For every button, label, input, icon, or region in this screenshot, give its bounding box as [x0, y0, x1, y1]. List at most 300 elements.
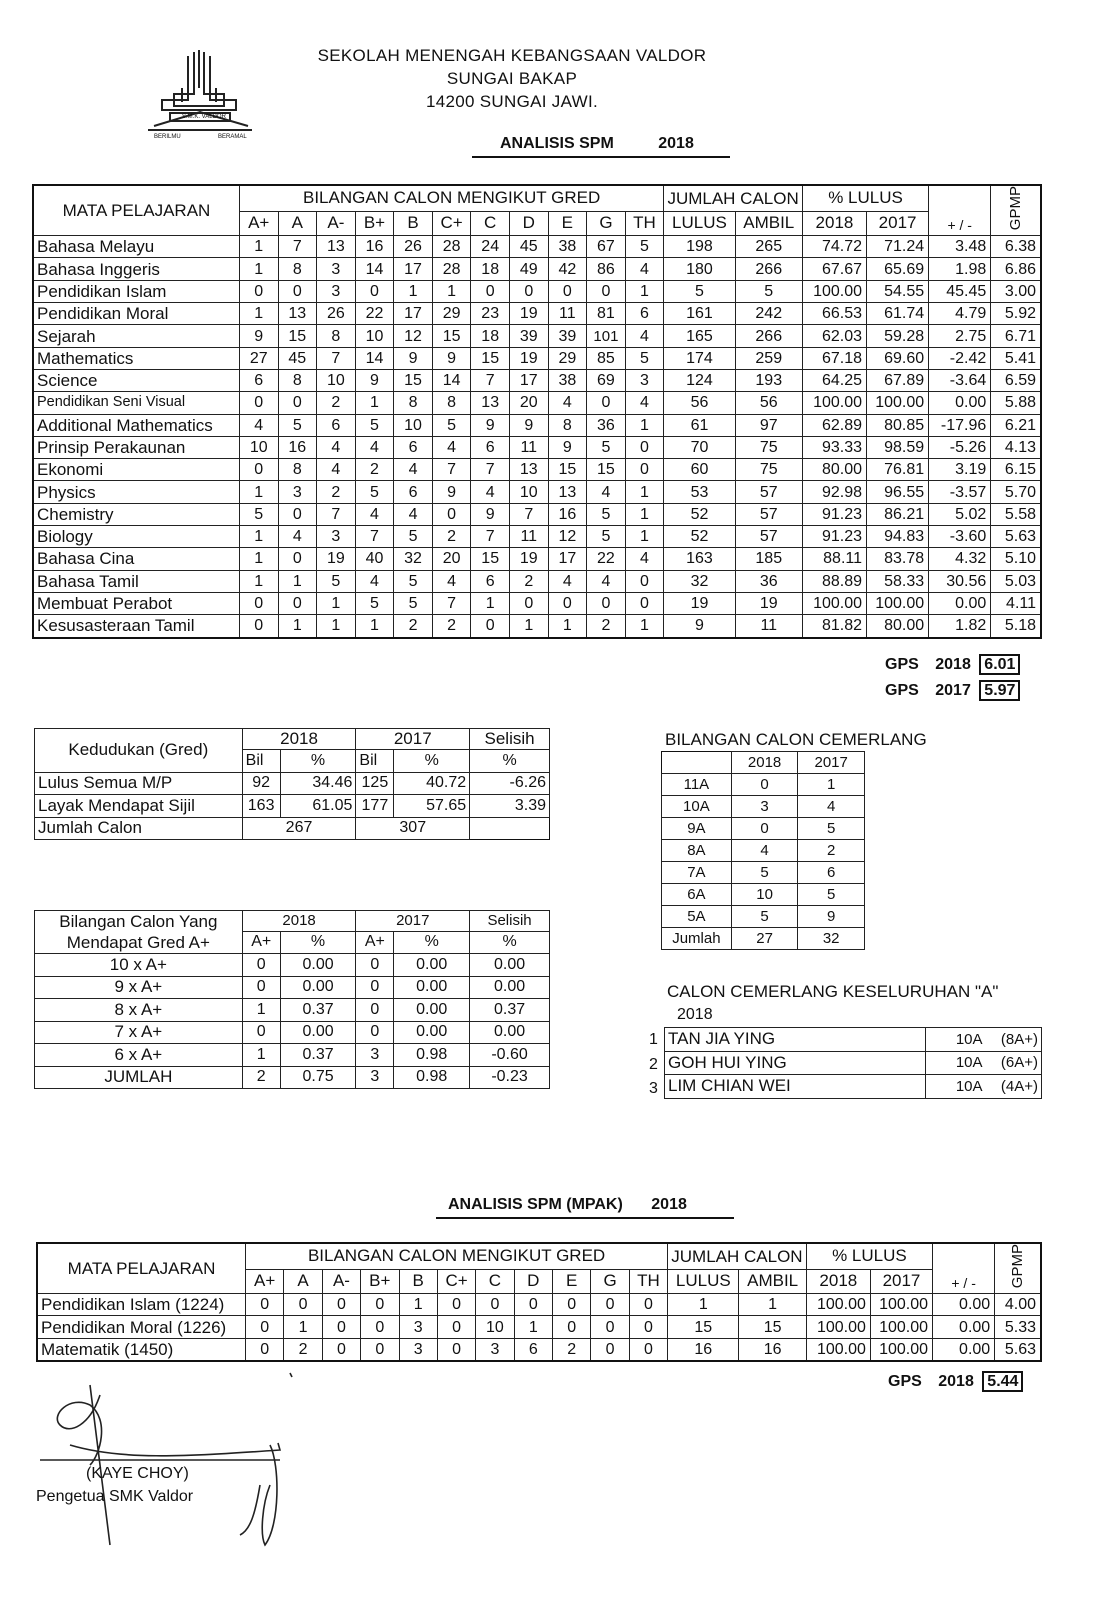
header-grade-9: G: [587, 211, 626, 236]
subject-grade-count: 101: [587, 325, 626, 347]
subject-grade-count: 4: [548, 392, 587, 414]
subject-grade-count: 4: [625, 548, 664, 570]
mpak-grade-count: 0: [629, 1316, 667, 1338]
subject-grade-count: 0: [625, 570, 664, 592]
mpak-grade-count: 3: [476, 1338, 514, 1361]
cemerlang-row: [662, 884, 865, 906]
subject-grade-count: 36: [587, 414, 626, 436]
mpak-grade-count: 0: [629, 1338, 667, 1361]
aplus-a17: 0: [356, 954, 394, 977]
gps-2017-label: GPS: [885, 682, 919, 699]
subject-gpmp: 5.92: [991, 303, 1041, 325]
subject-grade-count: 6: [239, 369, 278, 391]
mpak-header-lulus: LULUS: [668, 1269, 739, 1294]
cemerlang-v17: 4: [798, 796, 865, 818]
kedudukan-row: [35, 772, 550, 795]
subject-diff: -5.26: [929, 436, 991, 458]
cemerlang-label: 7A: [662, 862, 732, 884]
header-grade-8: E: [548, 211, 587, 236]
mpak-pass-2018: 100.00: [806, 1338, 870, 1361]
report-title: [472, 135, 730, 158]
subject-grade-count: 4: [625, 258, 664, 280]
mpak-grade-count: 1: [284, 1316, 322, 1338]
aplus-p17: 0.00: [394, 999, 470, 1022]
mpak-grade-count: 3: [399, 1338, 437, 1361]
subject-grade-count: 2: [317, 392, 356, 414]
mpak-lulus: 16: [668, 1338, 739, 1361]
subject-grade-count: 0: [355, 280, 394, 302]
subject-grade-count: 0: [625, 592, 664, 614]
kedudukan-sel: 3.39: [470, 795, 550, 818]
subject-grade-count: 6: [471, 436, 510, 458]
subject-grade-count: 9: [471, 414, 510, 436]
mpak-grade-count: 0: [246, 1338, 284, 1361]
subject-grade-count: 1: [239, 548, 278, 570]
subject-pass-2018: 64.25: [802, 369, 866, 391]
subject-pass-2017: 69.60: [867, 347, 929, 369]
cemerlang-blank: [662, 752, 732, 774]
cemerlang-v18: 5: [731, 906, 798, 928]
subject-ambil: 75: [735, 436, 802, 458]
subject-grade-count: 9: [509, 414, 548, 436]
subject-grade-count: 11: [509, 436, 548, 458]
header-gpmp: [991, 185, 1041, 236]
subject-pass-2017: 65.69: [867, 258, 929, 280]
aplus-p18: 0.37: [280, 999, 356, 1022]
subject-grade-count: 3: [317, 258, 356, 280]
subject-grade-count: 7: [278, 236, 317, 258]
subject-grade-count: 1: [317, 592, 356, 614]
subject-subject: Bahasa Tamil: [33, 570, 239, 592]
school-address-2: 14200 SUNGAI JAWI.: [426, 92, 598, 111]
subject-subject: Science: [33, 369, 239, 391]
aplus-a18: 0: [242, 1021, 280, 1044]
aplus-title: [35, 911, 243, 954]
subject-grade-count: 67: [587, 236, 626, 258]
subject-grade-count: 4: [587, 570, 626, 592]
mpak-lulus: 1: [668, 1294, 739, 1316]
subject-subject: Bahasa Cina: [33, 548, 239, 570]
subject-grade-count: 0: [548, 280, 587, 302]
mpak-pass-2017: 100.00: [870, 1294, 932, 1316]
aplus-p17: 0.00: [394, 954, 470, 977]
subject-grade-count: 2: [355, 459, 394, 481]
subject-lulus: 70: [664, 436, 735, 458]
subject-diff: 0.00: [929, 592, 991, 614]
mpak-row: [37, 1316, 1041, 1338]
mpak-title-text: ANALISIS SPM (MPAK): [448, 1196, 623, 1213]
header-grade-3: B+: [355, 211, 394, 236]
subject-grade-count: 1: [278, 570, 317, 592]
subject-subject: Prinsip Perakaunan: [33, 436, 239, 458]
subject-grade-count: 18: [471, 258, 510, 280]
subject-grade-count: 5: [625, 236, 664, 258]
kedudukan-total-2018: 267: [242, 817, 356, 840]
keseluruhan-grade: 10A: [926, 1028, 986, 1052]
keseluruhan-no: 1: [649, 1031, 658, 1048]
subject-ambil: 57: [735, 503, 802, 525]
subject-gpmp: 4.13: [991, 436, 1041, 458]
aplus-p17: 0.00: [394, 1021, 470, 1044]
subject-grade-count: 7: [432, 459, 471, 481]
subject-pass-2017: 58.33: [867, 570, 929, 592]
subject-pass-2018: 88.89: [802, 570, 866, 592]
header-grade-10: TH: [625, 211, 664, 236]
subject-grade-count: 13: [278, 303, 317, 325]
main-results-table: [32, 184, 1042, 639]
header-diff-blank: [929, 185, 991, 236]
subject-grade-count: 38: [548, 236, 587, 258]
header-grade-group: BILANGAN CALON MENGIKUT GRED: [239, 185, 663, 211]
subject-gpmp: 6.21: [991, 414, 1041, 436]
subject-grade-count: 4: [432, 436, 471, 458]
keseluruhan-numbers: [649, 1028, 658, 1102]
logo-graphic: [140, 48, 262, 143]
mpak-grade-count: 0: [476, 1294, 514, 1316]
subject-ambil: 185: [735, 548, 802, 570]
subject-row: [33, 459, 1041, 481]
subject-subject: Additional Mathematics: [33, 414, 239, 436]
subject-grade-count: 4: [471, 481, 510, 503]
subject-diff: 4.79: [929, 303, 991, 325]
header-gpmp-text: GPMP: [1007, 186, 1025, 231]
kedudukan-title: Kedudukan (Gred): [35, 729, 243, 773]
subject-row: [33, 548, 1041, 570]
cemerlang-label: Jumlah: [662, 928, 732, 950]
kedudukan-pct-17: %: [394, 750, 470, 773]
mpak-header-grade-0: A+: [246, 1269, 284, 1294]
mpak-grade-count: 0: [322, 1294, 360, 1316]
aplus-a-17: A+: [356, 931, 394, 954]
subject-grade-count: 2: [394, 615, 433, 638]
subject-gpmp: 6.71: [991, 325, 1041, 347]
subject-gpmp: 5.63: [991, 526, 1041, 548]
subject-grade-count: 0: [471, 615, 510, 638]
subject-pass-2018: 93.33: [802, 436, 866, 458]
cemerlang-v17: 9: [798, 906, 865, 928]
gps-2017-value: 5.97: [979, 680, 1020, 701]
aplus-p18: 0.00: [280, 1021, 356, 1044]
subject-lulus: 180: [664, 258, 735, 280]
subject-ambil: 97: [735, 414, 802, 436]
cemerlang-v17: 5: [798, 818, 865, 840]
subject-pass-2017: 94.83: [867, 526, 929, 548]
subject-grade-count: 1: [239, 236, 278, 258]
subject-grade-count: 1: [355, 615, 394, 638]
subject-grade-count: 8: [278, 459, 317, 481]
mpak-grade-count: 0: [553, 1294, 591, 1316]
aplus-pct-17: %: [394, 931, 470, 954]
header-grade-1: A: [278, 211, 317, 236]
subject-ambil: 266: [735, 258, 802, 280]
aplus-title-1: Bilangan Calon Yang: [59, 912, 218, 931]
keseluruhan-aplus: (4A+): [986, 1075, 1042, 1099]
subject-grade-count: 9: [548, 436, 587, 458]
school-name: SEKOLAH MENENGAH KEBANGSAAN VALDOR: [317, 46, 707, 65]
subject-grade-count: 9: [394, 347, 433, 369]
cemerlang-v18: 5: [731, 862, 798, 884]
kedudukan-p17: 57.65: [394, 795, 470, 818]
subject-grade-count: 6: [317, 414, 356, 436]
aplus-row: [35, 1021, 550, 1044]
subject-gpmp: 5.88: [991, 392, 1041, 414]
aplus-a17: 0: [356, 1021, 394, 1044]
mpak-header-diff: + / -: [951, 1275, 976, 1292]
kedudukan-pct-18: %: [280, 750, 356, 773]
subject-grade-count: 1: [625, 414, 664, 436]
aplus-sel: 0.00: [470, 1021, 550, 1044]
subject-row: [33, 414, 1041, 436]
subject-grade-count: 0: [239, 459, 278, 481]
subject-grade-count: 4: [317, 436, 356, 458]
aplus-title-2: Mendapat Gred A+: [66, 933, 210, 952]
subject-grade-count: 2: [509, 570, 548, 592]
mpak-title: [436, 1196, 734, 1219]
subject-lulus: 61: [664, 414, 735, 436]
subject-grade-count: 8: [278, 369, 317, 391]
subject-pass-2017: 76.81: [867, 459, 929, 481]
header-grade-0: A+: [239, 211, 278, 236]
subject-diff: 5.02: [929, 503, 991, 525]
subject-grade-count: 0: [432, 503, 471, 525]
subject-grade-count: 0: [548, 592, 587, 614]
header-grade-4: B: [394, 211, 433, 236]
mpak-grade-count: 10: [476, 1316, 514, 1338]
subject-lulus: 163: [664, 548, 735, 570]
subject-grade-count: 4: [278, 526, 317, 548]
mpak-grade-count: 0: [322, 1338, 360, 1361]
subject-grade-count: 0: [587, 392, 626, 414]
subject-grade-count: 13: [471, 392, 510, 414]
cemerlang-row: [662, 818, 865, 840]
kedudukan-selisih: Selisih: [470, 729, 550, 750]
subject-grade-count: 1: [355, 392, 394, 414]
keseluruhan-title: CALON CEMERLANG KESELURUHAN "A": [667, 982, 999, 1001]
logo-text: S.M.K. VALDOR: [182, 114, 226, 120]
subject-pass-2017: 59.28: [867, 325, 929, 347]
subject-grade-count: 0: [509, 592, 548, 614]
gps-2018-label: GPS: [885, 656, 919, 673]
subject-ambil: 56: [735, 392, 802, 414]
school-header: [282, 44, 742, 113]
kedudukan-bil-18: Bil: [242, 750, 280, 773]
subject-grade-count: 10: [317, 369, 356, 391]
subject-row: [33, 436, 1041, 458]
kedudukan-label: Lulus Semua M/P: [35, 772, 243, 795]
subject-grade-count: 6: [394, 481, 433, 503]
mpak-gps-value: 5.44: [982, 1371, 1023, 1392]
subject-pass-2018: 100.00: [802, 392, 866, 414]
subject-grade-count: 0: [278, 280, 317, 302]
kedudukan-p17: 40.72: [394, 772, 470, 795]
subject-grade-count: 18: [471, 325, 510, 347]
subject-pass-2018: 66.53: [802, 303, 866, 325]
subject-ambil: 5: [735, 280, 802, 302]
mpak-subject: Pendidikan Moral (1226): [37, 1316, 246, 1338]
kedudukan-total-label: Jumlah Calon: [35, 817, 243, 840]
subject-grade-count: 29: [548, 347, 587, 369]
subject-grade-count: 14: [355, 347, 394, 369]
subject-gpmp: 5.70: [991, 481, 1041, 503]
aplus-a18: 2: [242, 1066, 280, 1089]
subject-grade-count: 38: [548, 369, 587, 391]
subject-grade-count: 11: [509, 526, 548, 548]
subject-grade-count: 81: [587, 303, 626, 325]
subject-grade-count: 1: [509, 615, 548, 638]
subject-ambil: 36: [735, 570, 802, 592]
subject-grade-count: 13: [509, 459, 548, 481]
aplus-row: [35, 1066, 550, 1089]
subject-diff: 1.82: [929, 615, 991, 638]
subject-grade-count: 1: [625, 503, 664, 525]
cemerlang-label: 5A: [662, 906, 732, 928]
mpak-header-total-group: JUMLAH CALON: [668, 1243, 807, 1269]
cemerlang-label: 10A: [662, 796, 732, 818]
subject-grade-count: 0: [587, 592, 626, 614]
aplus-a17: 0: [356, 999, 394, 1022]
subject-gpmp: 6.15: [991, 459, 1041, 481]
subject-diff: 45.45: [929, 280, 991, 302]
subject-subject: Kesusasteraan Tamil: [33, 615, 239, 638]
mpak-row: [37, 1294, 1041, 1316]
kedudukan-2017: 2017: [356, 729, 470, 750]
subject-grade-count: 5: [317, 570, 356, 592]
subject-grade-count: 1: [548, 615, 587, 638]
kedudukan-b18: 163: [242, 795, 280, 818]
subject-pass-2018: 91.23: [802, 526, 866, 548]
subject-grade-count: 0: [471, 280, 510, 302]
subject-diff: 0.00: [929, 392, 991, 414]
mpak-title-year: 2018: [651, 1196, 687, 1213]
aplus-a18: 1: [242, 1044, 280, 1067]
subject-grade-count: 9: [355, 369, 394, 391]
cemerlang-v17: 1: [798, 774, 865, 796]
kedudukan-b18: 92: [242, 772, 280, 795]
subject-grade-count: 3: [625, 369, 664, 391]
subject-grade-count: 4: [432, 570, 471, 592]
subject-diff: -3.57: [929, 481, 991, 503]
mpak-grade-count: 0: [246, 1316, 284, 1338]
subject-pass-2018: 92.98: [802, 481, 866, 503]
subject-pass-2017: 61.74: [867, 303, 929, 325]
subject-grade-count: 1: [625, 280, 664, 302]
mpak-pass-2018: 100.00: [806, 1294, 870, 1316]
kedudukan-b17: 177: [356, 795, 394, 818]
subject-grade-count: 1: [471, 592, 510, 614]
subject-grade-count: 10: [239, 436, 278, 458]
kedudukan-p18: 34.46: [280, 772, 356, 795]
subject-pass-2017: 71.24: [867, 236, 929, 258]
subject-grade-count: 4: [355, 436, 394, 458]
subject-grade-count: 15: [432, 325, 471, 347]
subject-grade-count: 7: [317, 347, 356, 369]
subject-lulus: 124: [664, 369, 735, 391]
subject-grade-count: 5: [587, 503, 626, 525]
mpak-grade-count: 0: [591, 1294, 629, 1316]
subject-grade-count: 17: [509, 369, 548, 391]
mpak-grade-count: 2: [284, 1338, 322, 1361]
subject-grade-count: 22: [355, 303, 394, 325]
mpak-header-grade-7: D: [514, 1269, 552, 1294]
subject-row: [33, 570, 1041, 592]
subject-grade-count: 3: [278, 481, 317, 503]
subject-grade-count: 0: [239, 392, 278, 414]
mpak-header-grade-9: G: [591, 1269, 629, 1294]
aplus-a17: 3: [356, 1066, 394, 1089]
subject-grade-count: 7: [432, 592, 471, 614]
subject-row: [33, 303, 1041, 325]
subject-grade-count: 22: [587, 548, 626, 570]
header-lulus: LULUS: [664, 211, 735, 236]
subject-lulus: 5: [664, 280, 735, 302]
subject-ambil: 265: [735, 236, 802, 258]
subject-grade-count: 4: [625, 325, 664, 347]
subject-grade-count: 13: [317, 236, 356, 258]
mpak-grade-count: 0: [514, 1294, 552, 1316]
keseluruhan-year: 2018: [677, 1006, 713, 1023]
subject-pass-2018: 62.03: [802, 325, 866, 347]
header-grade-6: C: [471, 211, 510, 236]
kedudukan-table: [34, 728, 550, 840]
mpak-header-grade-5: C+: [437, 1269, 475, 1294]
keseluruhan-no: 3: [649, 1080, 658, 1097]
subject-diff: -2.42: [929, 347, 991, 369]
signature-name: (KAYE CHOY): [86, 1465, 189, 1482]
subject-grade-count: 13: [548, 481, 587, 503]
mpak-gpmp: 4.00: [995, 1294, 1041, 1316]
subject-ambil: 75: [735, 459, 802, 481]
subject-grade-count: 26: [394, 236, 433, 258]
subject-grade-count: 12: [548, 526, 587, 548]
subject-row: [33, 615, 1041, 638]
mpak-ambil: 15: [739, 1316, 806, 1338]
cemerlang-row: [662, 840, 865, 862]
subject-lulus: 32: [664, 570, 735, 592]
mpak-header-diff-blank: [933, 1243, 995, 1294]
cemerlang-v18: 27: [731, 928, 798, 950]
cemerlang-table: [661, 751, 865, 950]
subject-grade-count: 19: [509, 548, 548, 570]
aplus-sel: 0.00: [470, 954, 550, 977]
cemerlang-label: 8A: [662, 840, 732, 862]
header-2017: 2017: [867, 211, 929, 236]
subject-grade-count: 7: [471, 459, 510, 481]
subject-row: [33, 236, 1041, 258]
subject-pass-2017: 100.00: [867, 592, 929, 614]
subject-grade-count: 16: [548, 503, 587, 525]
subject-grade-count: 8: [394, 392, 433, 414]
subject-grade-count: 9: [239, 325, 278, 347]
keseluruhan-name: GOH HUI YING: [665, 1051, 926, 1075]
mpak-row: [37, 1338, 1041, 1361]
subject-grade-count: 40: [355, 548, 394, 570]
subject-pass-2018: 80.00: [802, 459, 866, 481]
subject-gpmp: 6.59: [991, 369, 1041, 391]
subject-grade-count: 7: [509, 503, 548, 525]
subject-grade-count: 5: [394, 526, 433, 548]
subject-subject: Pendidikan Seni Visual: [33, 392, 239, 414]
subject-grade-count: 7: [355, 526, 394, 548]
subject-lulus: 53: [664, 481, 735, 503]
subject-grade-count: 0: [239, 592, 278, 614]
subject-grade-count: 69: [587, 369, 626, 391]
subject-grade-count: 45: [278, 347, 317, 369]
subject-pass-2018: 100.00: [802, 592, 866, 614]
subject-pass-2017: 98.59: [867, 436, 929, 458]
subject-grade-count: 8: [278, 258, 317, 280]
subject-grade-count: 8: [317, 325, 356, 347]
aplus-p18: 0.00: [280, 976, 356, 999]
